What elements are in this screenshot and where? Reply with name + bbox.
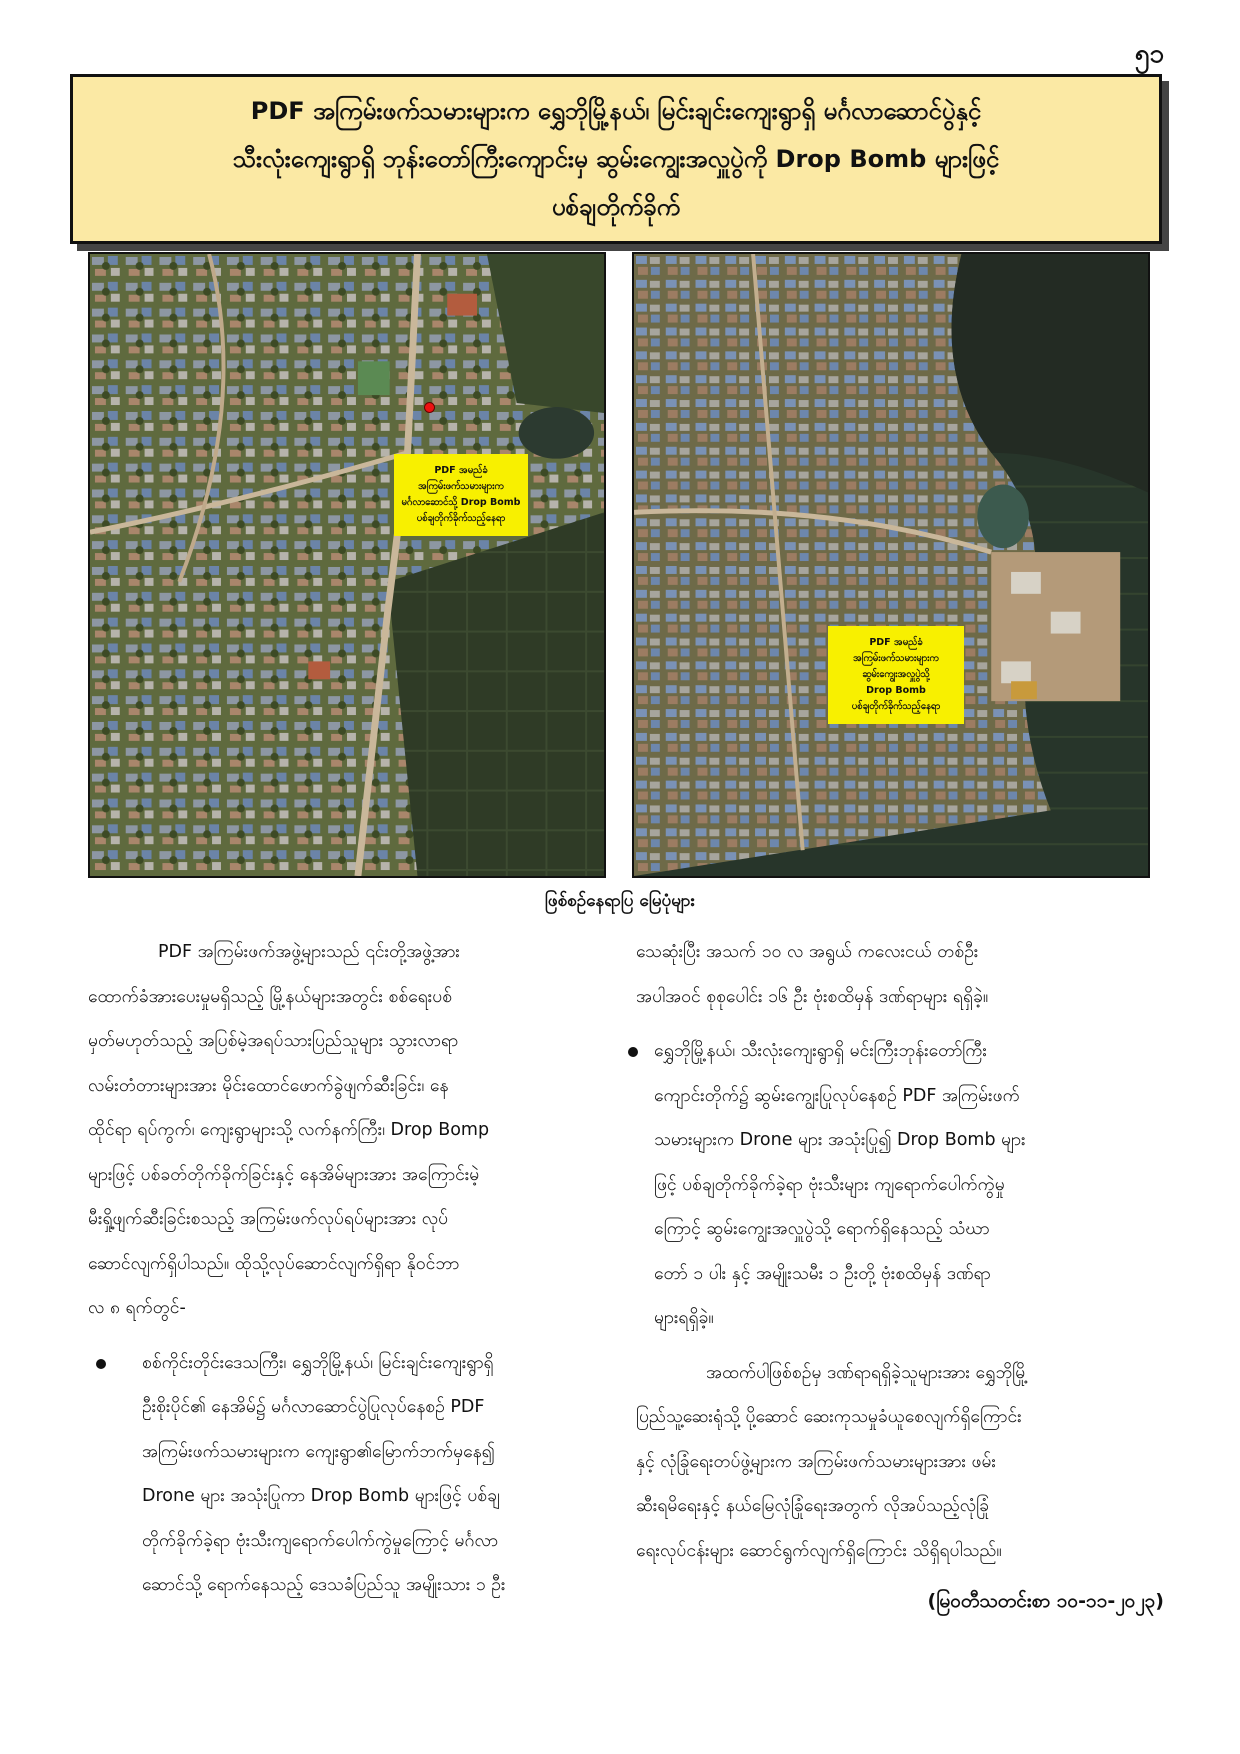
label-line: မင်္ဂလာဆောင်သို့ Drop Bomb [401, 497, 521, 508]
headline-box [70, 74, 1162, 244]
paragraph-line: ထိုင်ရာ ရပ်ကွက်၊ ကျေးရွာများသို့ လက်နက်ကြီး၊ Drop Bomp [88, 1120, 490, 1140]
label-line: အကြမ်းဖက်သမားများက [853, 653, 939, 664]
paragraph-line: မီးရှို့ဖျက်ဆီးခြင်းစသည့် အကြမ်းဖက်လုပ်ရပ်များအား လုပ် [88, 1209, 449, 1229]
closing-paragraph [636, 1351, 1164, 1574]
news-source: (မြဝတီသတင်းစာ ၁၀-၁၁-၂၀၂၃) [927, 1590, 1164, 1612]
paragraph-line: အထက်ပါဖြစ်စဉ်မှ ဒဏ်ရာရရှိခဲ့သူများအား ရွှေဘိုမြို့ [706, 1362, 1028, 1383]
bullet-line: ဖြင့် ပစ်ချတိုက်ခိုက်ခဲ့ရာ ဗုံးသီးများ ကျရောက်ပေါက်ကွဲမှု [654, 1174, 1005, 1195]
bullet-line: ဆောင်သို့ ရောက်နေသည့် ဒေသခံပြည်သူ အမျိုးသား ၁ ဦး [142, 1575, 506, 1595]
bullet-line: ကြောင့် ဆွမ်းကျွေးအလှူပွဲသို့ ရောက်ရှိနေသည့် သံဃာ [654, 1219, 990, 1239]
headline-line: သီးလုံးကျေးရွာရှိ ဘုန်းတော်ကြီးကျောင်းမှ ဆွမ်းကျွေးအလှူပွဲကို Drop Bomb များဖြင့် [232, 145, 1000, 173]
label-line: ဆွမ်းကျွေးအလှူပွဲသို့ [862, 669, 930, 680]
satellite-map-wedding-site [88, 252, 606, 878]
map-caption: ဖြစ်စဉ်နေရာပြ မြေပုံများ [545, 891, 695, 911]
paragraph-line: လမ်းတံတားများအား မိုင်းထောင်ဖောက်ခွဲဖျက်ဆီးခြင်း၊ နေ [88, 1075, 449, 1096]
satellite-image [90, 254, 604, 876]
bullet-line: ရွှေဘိုမြို့နယ်၊ သီးလုံးကျေးရွာရှိ မင်းကြီးဘုန်းတော်ကြီး [654, 1041, 987, 1061]
label-line: အကြမ်းဖက်သမားများက [418, 481, 504, 492]
incident-location-pin [424, 402, 435, 413]
label-line: PDF အမည်ခံ [434, 465, 488, 476]
paragraph-line: PDF အကြမ်းဖက်အဖွဲ့များသည် ၎င်းတို့အဖွဲ့အား [158, 942, 460, 962]
satellite-image [634, 254, 1148, 876]
bullet-icon [628, 1047, 638, 1057]
incident-label-monastery [828, 626, 964, 724]
paragraph-line: ရေးလုပ်ငန်းများ ဆောင်ရွက်လျက်ရှိကြောင်း သိရှိရပါသည်။ [636, 1540, 1002, 1561]
bullet-line: များရရှိခဲ့။ [654, 1308, 714, 1328]
bullet-line: Drone များ အသုံးပြုကာ Drop Bomb များဖြင့် ပစ်ချ [142, 1486, 500, 1506]
label-line: ပစ်ချတိုက်ခိုက်သည့်နေရာ [416, 513, 506, 524]
paragraph-line: ထောက်ခံအားပေးမှုမရှိသည့် မြို့နယ်များအတွင်း စစ်ရေးပစ် [88, 986, 453, 1007]
bullet-item-monastery-attack [634, 1029, 1164, 1341]
left-column [88, 930, 608, 1608]
paragraph-line: သေဆုံးပြီး အသက် ၁၀ လ အရွယ် ကလေးငယ် တစ်ဦး [636, 942, 979, 962]
incident-label-wedding [394, 454, 528, 536]
bullet-line: ဦးစိုးပိုင်၏ နေအိမ်၌ မင်္ဂလာဆောင်ပွဲပြုလုပ်နေစဉ် PDF [142, 1397, 485, 1417]
headline-line: ပစ်ချတိုက်ခိုက် [551, 193, 681, 221]
bullet-line: သမားများက Drone များ အသုံးပြု၍ Drop Bomb များ [654, 1130, 1026, 1150]
bullet-line: အကြမ်းဖက်သမားများက ကျေးရွာ၏မြောက်ဘက်မှနေ၍ [142, 1441, 495, 1462]
headline-line: PDF အကြမ်းဖက်သမားများက ရွှေဘိုမြို့နယ်၊ မြင်းချင်းကျေးရွာရှိ မင်္ဂလာဆောင်ပွဲနှင့် [250, 97, 982, 125]
bullet-line: ကျောင်းတိုက်၌ ဆွမ်းကျွေးပြုလုပ်နေစဉ် PDF အကြမ်းဖက် [654, 1085, 1020, 1106]
bullet-line: စစ်ကိုင်းတိုင်းဒေသကြီး၊ ရွှေဘိုမြို့နယ်၊ မြင်းချင်းကျေးရွာရှိ [142, 1352, 494, 1373]
label-line: Drop Bomb [866, 685, 926, 696]
paragraph-line: မှတ်မဟုတ်သည့် အပြစ်မဲ့အရပ်သားပြည်သူများ သွားလာရာ [88, 1031, 459, 1051]
paragraph-line: ဆီးရမိရေးနှင့် နယ်မြေလုံခြုံရေးအတွက် လိုအပ်သည့်လုံခြုံ [636, 1496, 989, 1516]
paragraph-line: ဆောင်လျက်ရှိပါသည်။ ထိုသို့လုပ်ဆောင်လျက်ရှိရာ နိုဝင်ဘာ [88, 1253, 460, 1274]
right-column [636, 930, 1164, 1624]
paragraph-line: များဖြင့် ပစ်ခတ်တိုက်ခိုက်ခြင်းနှင့် နေအိမ်များအား အကြောင်းမဲ့ [88, 1164, 480, 1185]
paragraph-line: လ ၈ ရက်တွင်- [88, 1298, 186, 1318]
paragraph-line: ပြည်သူ့ဆေးရုံသို့ ပို့ဆောင် ဆေးကုသမှုခံယူစေလျက်ရှိကြောင်း [636, 1407, 1022, 1427]
paragraph-line: အပါအဝင် စုစုပေါင်း ၁၆ ဦး ဗုံးစထိမှန် ဒဏ်ရာများ ရရှိခဲ့။ [636, 986, 989, 1007]
label-line: ပစ်ချတိုက်ခိုက်သည့်နေရာ [851, 701, 941, 712]
bullet-item-wedding-attack [88, 1341, 608, 1608]
page-number: ၅၁ [1134, 39, 1164, 69]
bullet-line: တော် ၁ ပါး နှင့် အမျိုးသမီး ၁ ဦးတို့ ဗုံးစထိမှန် ဒဏ်ရာ [654, 1263, 991, 1284]
bullet-icon [96, 1359, 106, 1369]
bullet-line: တိုက်ခိုက်ခဲ့ရာ ဗုံးသီးကျရောက်ပေါက်ကွဲမှုကြောင့် မင်္ဂလာ [142, 1530, 499, 1551]
label-line: PDF အမည်ခံ [869, 637, 923, 648]
paragraph-line: နှင့် လုံခြုံရေးတပ်ဖွဲ့များက အကြမ်းဖက်သမားများအား ဖမ်း [636, 1451, 996, 1472]
satellite-map-monastery-site [632, 252, 1150, 878]
